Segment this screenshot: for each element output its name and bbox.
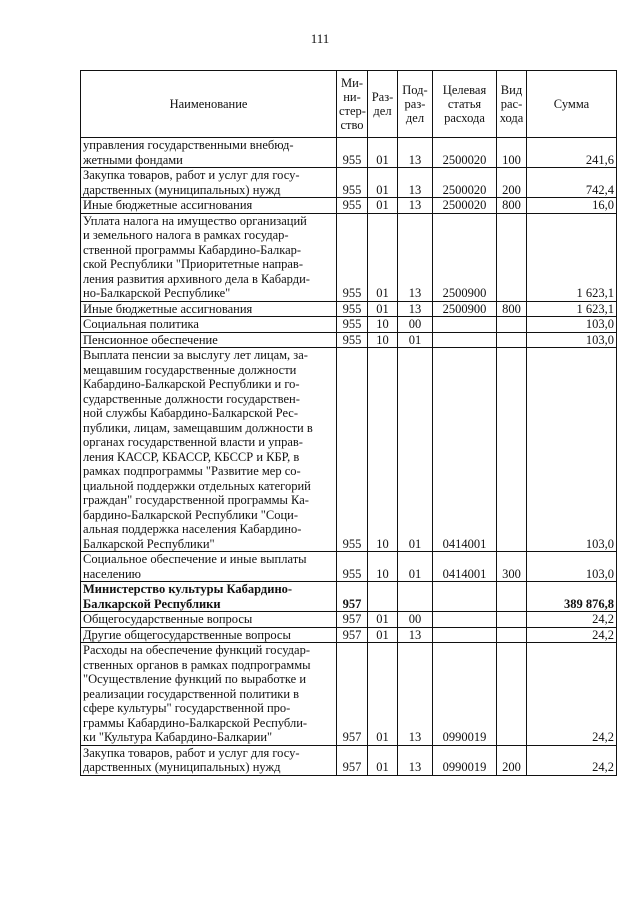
cell-name: Социальная политика	[81, 317, 337, 333]
table-header-row	[81, 71, 617, 138]
cell-section: 01	[368, 627, 398, 643]
cell-type	[497, 332, 527, 348]
cell-sum: 742,4	[527, 168, 617, 198]
cell-section: 10	[368, 317, 398, 333]
cell-ministry: 957	[337, 643, 368, 746]
cell-target	[433, 332, 497, 348]
cell-name: Общегосударственные вопросы	[81, 612, 337, 628]
header-ministry: Ми- ни- стер- ство	[337, 71, 368, 138]
cell-target: 0414001	[433, 552, 497, 582]
cell-subsection: 13	[398, 745, 433, 775]
cell-subsection: 01	[398, 332, 433, 348]
cell-section: 01	[368, 643, 398, 746]
table-row	[81, 745, 617, 775]
cell-type	[497, 213, 527, 301]
cell-sum: 1 623,1	[527, 213, 617, 301]
cell-name: Иные бюджетные ассигнования	[81, 198, 337, 214]
table-row	[81, 552, 617, 582]
cell-type: 300	[497, 552, 527, 582]
cell-type	[497, 627, 527, 643]
cell-target	[433, 627, 497, 643]
cell-type	[497, 643, 527, 746]
cell-ministry: 955	[337, 198, 368, 214]
cell-ministry: 955	[337, 168, 368, 198]
cell-sum: 103,0	[527, 552, 617, 582]
cell-ministry: 957	[337, 612, 368, 628]
cell-section: 10	[368, 552, 398, 582]
cell-target	[433, 612, 497, 628]
cell-section: 01	[368, 138, 398, 168]
table-row	[81, 213, 617, 301]
cell-name: Министерство культуры Кабардино- Балкарской Республики	[81, 582, 337, 612]
cell-name: Закупка товаров, работ и услуг для госу- дарственных (муниципальных) нужд	[81, 168, 337, 198]
table-row	[81, 612, 617, 628]
cell-subsection: 13	[398, 627, 433, 643]
cell-name: Расходы на обеспечение функций государ- ственных органов в рамках подпрограммы "Осуществление функций по выработке и реализации государственной политики в сфере культуры" государственной про- граммы Кабардино-Балкарской Республи- ки "Культура Кабардино-Балкарии"	[81, 643, 337, 746]
cell-section: 01	[368, 745, 398, 775]
cell-ministry: 957	[337, 745, 368, 775]
header-type: Вид рас- хода	[497, 71, 527, 138]
cell-ministry: 955	[337, 138, 368, 168]
cell-type	[497, 348, 527, 552]
cell-subsection: 01	[398, 348, 433, 552]
cell-name: управления государственными внебюд- жетными фондами	[81, 138, 337, 168]
cell-subsection: 00	[398, 612, 433, 628]
table-row	[81, 168, 617, 198]
cell-subsection: 13	[398, 198, 433, 214]
cell-target: 2500020	[433, 138, 497, 168]
cell-ministry: 955	[337, 348, 368, 552]
cell-ministry: 957	[337, 627, 368, 643]
table-row	[81, 627, 617, 643]
cell-name: Закупка товаров, работ и услуг для госу- дарственных (муниципальных) нужд	[81, 745, 337, 775]
cell-ministry: 955	[337, 301, 368, 317]
cell-target	[433, 582, 497, 612]
cell-ministry: 955	[337, 332, 368, 348]
cell-name: Уплата налога на имущество организаций и земельного налога в рамках государ- ственной программы Кабардино-Балкар- ской Республики "Приоритетные направ- ления развития архивного дела в Кабарди- но-Балкарской Республике"	[81, 213, 337, 301]
table-row	[81, 317, 617, 333]
cell-type: 200	[497, 168, 527, 198]
cell-sum: 24,2	[527, 745, 617, 775]
cell-section: 01	[368, 198, 398, 214]
cell-type: 800	[497, 301, 527, 317]
header-target: Целевая статья расхода	[433, 71, 497, 138]
cell-ministry: 955	[337, 317, 368, 333]
cell-name: Социальное обеспечение и иные выплаты населению	[81, 552, 337, 582]
table-row	[81, 332, 617, 348]
cell-target: 2500020	[433, 168, 497, 198]
cell-sum: 24,2	[527, 627, 617, 643]
cell-target: 2500900	[433, 301, 497, 317]
cell-sum: 24,2	[527, 643, 617, 746]
cell-section: 01	[368, 168, 398, 198]
cell-subsection	[398, 582, 433, 612]
cell-subsection: 13	[398, 643, 433, 746]
table-body	[81, 138, 617, 776]
cell-type: 200	[497, 745, 527, 775]
cell-type	[497, 612, 527, 628]
cell-section: 01	[368, 612, 398, 628]
cell-sum: 103,0	[527, 332, 617, 348]
cell-name: Иные бюджетные ассигнования	[81, 301, 337, 317]
cell-target: 0990019	[433, 745, 497, 775]
cell-section: 10	[368, 348, 398, 552]
cell-type	[497, 582, 527, 612]
cell-sum: 389 876,8	[527, 582, 617, 612]
cell-target: 2500900	[433, 213, 497, 301]
cell-type: 100	[497, 138, 527, 168]
cell-target: 0990019	[433, 643, 497, 746]
cell-sum: 241,6	[527, 138, 617, 168]
cell-subsection: 13	[398, 301, 433, 317]
cell-sum: 16,0	[527, 198, 617, 214]
header-name: Наименование	[81, 71, 337, 138]
cell-subsection: 01	[398, 552, 433, 582]
table-row	[81, 643, 617, 746]
cell-section	[368, 582, 398, 612]
cell-type	[497, 317, 527, 333]
cell-sum: 103,0	[527, 348, 617, 552]
cell-section: 01	[368, 301, 398, 317]
cell-name: Другие общегосударственные вопросы	[81, 627, 337, 643]
cell-subsection: 13	[398, 213, 433, 301]
cell-subsection: 13	[398, 168, 433, 198]
cell-subsection: 13	[398, 138, 433, 168]
cell-target	[433, 317, 497, 333]
cell-sum: 24,2	[527, 612, 617, 628]
header-section: Раз- дел	[368, 71, 398, 138]
table-row	[81, 348, 617, 552]
header-subsection: Под- раз- дел	[398, 71, 433, 138]
cell-name: Выплата пенсии за выслугу лет лицам, за- мещавшим государственные должности Кабардино-Балкарской Республики и го- сударственные должности государствен- ной службы Кабардино-Балкарской Рес- публики, лицам, замещавшим должности в органах государственной власти и управ- ления КАССР, КБАССР, КБССР и КБР, в рамках подпрограммы "Развитие мер со- циальной поддержки отдельных категорий граждан" государственной программы Ка- бардино-Балкарской Республики "Соци- альная поддержка населения Кабардино- Балкарской Республики"	[81, 348, 337, 552]
cell-name: Пенсионное обеспечение	[81, 332, 337, 348]
cell-section: 10	[368, 332, 398, 348]
cell-section: 01	[368, 213, 398, 301]
cell-subsection: 00	[398, 317, 433, 333]
cell-ministry: 955	[337, 552, 368, 582]
table-row	[81, 198, 617, 214]
cell-type: 800	[497, 198, 527, 214]
cell-target: 0414001	[433, 348, 497, 552]
cell-target: 2500020	[433, 198, 497, 214]
cell-sum: 103,0	[527, 317, 617, 333]
cell-sum: 1 623,1	[527, 301, 617, 317]
page-number: 111	[310, 31, 330, 46]
cell-ministry: 955	[337, 213, 368, 301]
table-row	[81, 582, 617, 612]
header-sum: Сумма	[527, 71, 617, 138]
table-row	[81, 301, 617, 317]
budget-table	[80, 70, 617, 776]
table-row	[81, 138, 617, 168]
cell-ministry: 957	[337, 582, 368, 612]
